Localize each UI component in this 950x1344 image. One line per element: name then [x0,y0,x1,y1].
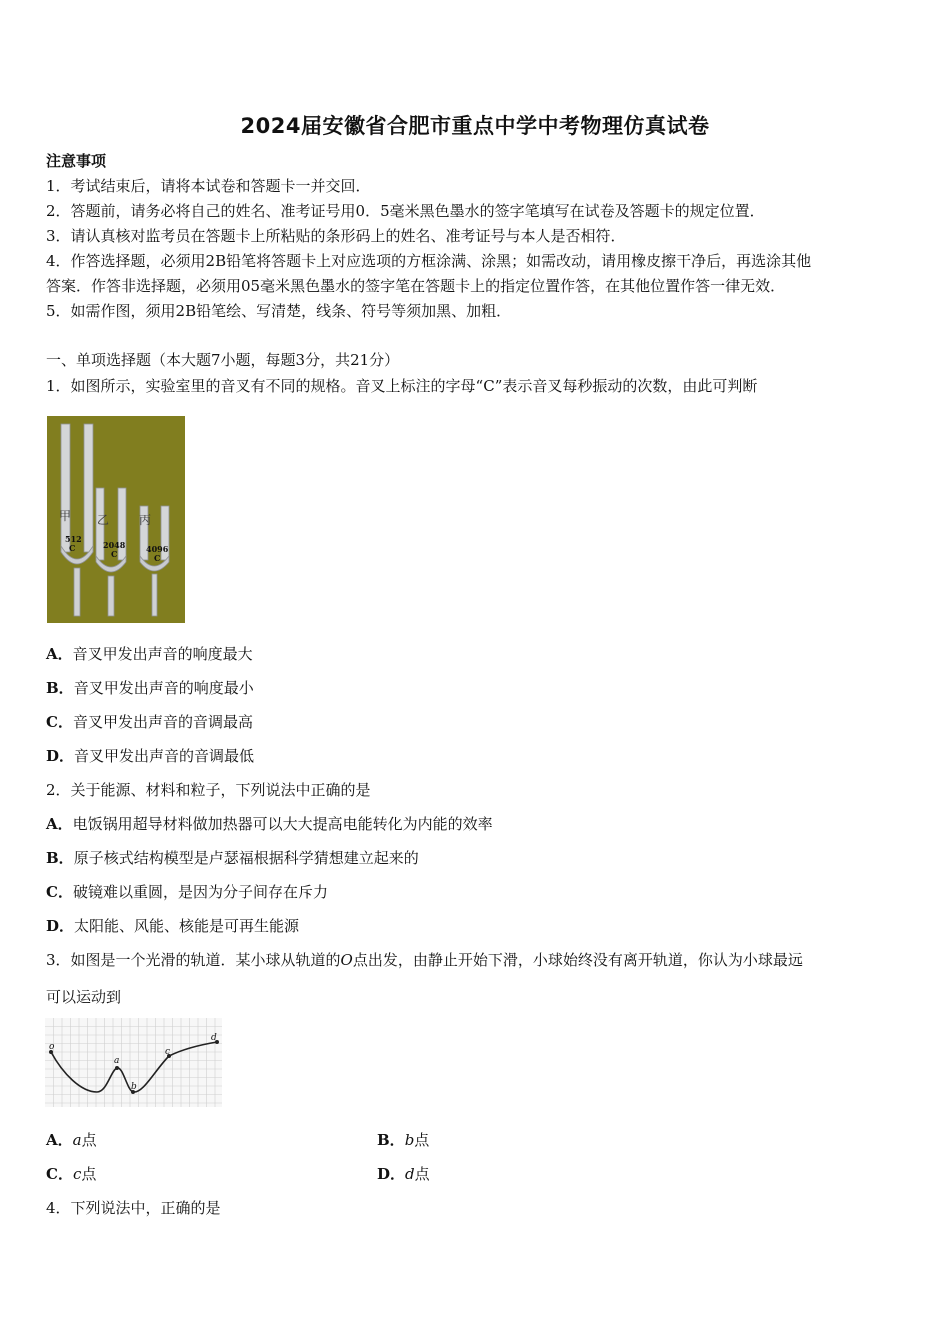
notice-heading: 注意事项 [46,152,107,170]
option-text: 音叉甲发出声音的音调最低 [74,747,255,765]
stem-part: 3．如图是一个光滑的轨道．某小球从轨道的 [46,951,341,969]
option-letter: B． [46,849,74,867]
option-variable: d [405,1165,415,1183]
option-letter: A． [46,645,73,663]
option-letter: A． [46,1131,73,1149]
point-b-label: b [131,1082,137,1092]
option-letter: D． [377,1165,406,1183]
option-letter: C． [46,1165,73,1183]
q3-option-a [46,1130,97,1150]
q3-option-b [377,1130,429,1150]
q2-option-b [46,848,419,868]
option-letter: A． [46,815,73,833]
page-title: 2024届安徽省合肥市重点中学中考物理仿真试卷 [240,114,710,138]
fork-label-bing: 丙 [139,513,152,527]
notice-item: 1．考试结束后，请将本试卷和答题卡一并交回． [46,177,371,195]
notice-item: 答案．作答非选择题，必须用05毫米黑色墨水的签字笔在答题卡上的指定位置作答，在其他位置作答一律无效． [46,277,786,295]
point-c-label: c [165,1047,171,1057]
fork-freq-bing: 4096 [146,544,169,554]
q2-option-c [46,882,328,902]
option-letter: B． [377,1131,405,1149]
option-text: 点 [414,1131,430,1149]
q3-option-c [46,1164,96,1184]
option-text: 音叉甲发出声音的响度最大 [72,645,253,663]
option-variable: a [72,1131,82,1149]
notice-item: 2．答题前，请务必将自己的姓名、准考证号用0．5毫米黑色墨水的签字笔填写在试卷及答题卡的规定位置． [46,202,765,220]
q1-option-d [46,746,254,766]
option-text: 点 [81,1165,97,1183]
fork-label-yi: 乙 [97,513,110,527]
q2-option-d [46,916,299,936]
option-letter: B． [46,679,74,697]
track-figure [45,1018,222,1107]
section-heading: 一、单项选择题（本大题7小题，每题3分，共21分） [46,351,400,369]
stem-variable: O [340,951,353,969]
fork-freq-jia: 512 [65,534,82,544]
notice-item: 3．请认真核对监考员在答题卡上所粘贴的条形码上的姓名、准考证号与本人是否相符． [46,227,626,245]
q2-option-a [46,814,493,834]
option-letter: D． [46,917,75,935]
fork-unit-bing: C [154,553,161,563]
option-variable: c [72,1165,82,1183]
point-a-label: a [114,1056,120,1066]
option-variable: b [404,1131,415,1149]
stem-part: 点出发，由静止开始下滑，小球始终没有离开轨道，你认为小球最远 [352,951,803,969]
option-letter: D． [46,747,75,765]
option-text: 音叉甲发出声音的音调最高 [72,713,253,731]
fork-label-jia: 甲 [59,509,72,523]
q3-option-d [377,1164,430,1184]
option-text: 点 [81,1131,97,1149]
question-4-stem: 4．下列说法中，正确的是 [46,1199,221,1217]
option-text: 太阳能、风能、核能是可再生能源 [74,917,300,935]
q1-option-a [46,644,253,664]
notice-item: 4．作答选择题，必须用2B铅笔将答题卡上对应选项的方框涂满、涂黑；如需改动，请用橡皮擦干净后，再选涂其他 [46,252,812,270]
fork-unit-yi: C [111,549,118,559]
option-text: 原子核式结构模型是卢瑟福根据科学猜想建立起来的 [73,849,419,867]
point-d-label: d [211,1033,217,1043]
option-text: 破镜难以重圆，是因为分子间存在斥力 [72,883,328,901]
fork-freq-yi: 2048 [103,540,126,550]
option-text: 电饭锅用超导材料做加热器可以大大提高电能转化为内能的效率 [72,815,493,833]
option-text: 音叉甲发出声音的响度最小 [73,679,254,697]
q1-option-c [46,712,253,732]
fork-unit-jia: C [69,543,76,553]
question-2-stem: 2．关于能源、材料和粒子，下列说法中正确的是 [46,781,371,799]
point-a-marker [115,1066,119,1070]
option-letter: C． [46,883,73,901]
notice-item: 5．如需作图，须用2B铅笔绘、写清楚，线条、符号等须加黑、加粗． [46,302,512,320]
question-3-stem-continued: 可以运动到 [46,988,122,1006]
question-1-stem: 1．如图所示，实验室里的音叉有不同的规格。音叉上标注的字母“C”表示音叉每秒振动的次数，由此可判断 [46,377,758,395]
question-3-stem [46,950,803,970]
point-o-label: o [49,1042,55,1052]
option-letter: C． [46,713,73,731]
tuning-fork-figure [47,416,185,623]
q1-option-b [46,678,254,698]
option-text: 点 [414,1165,430,1183]
